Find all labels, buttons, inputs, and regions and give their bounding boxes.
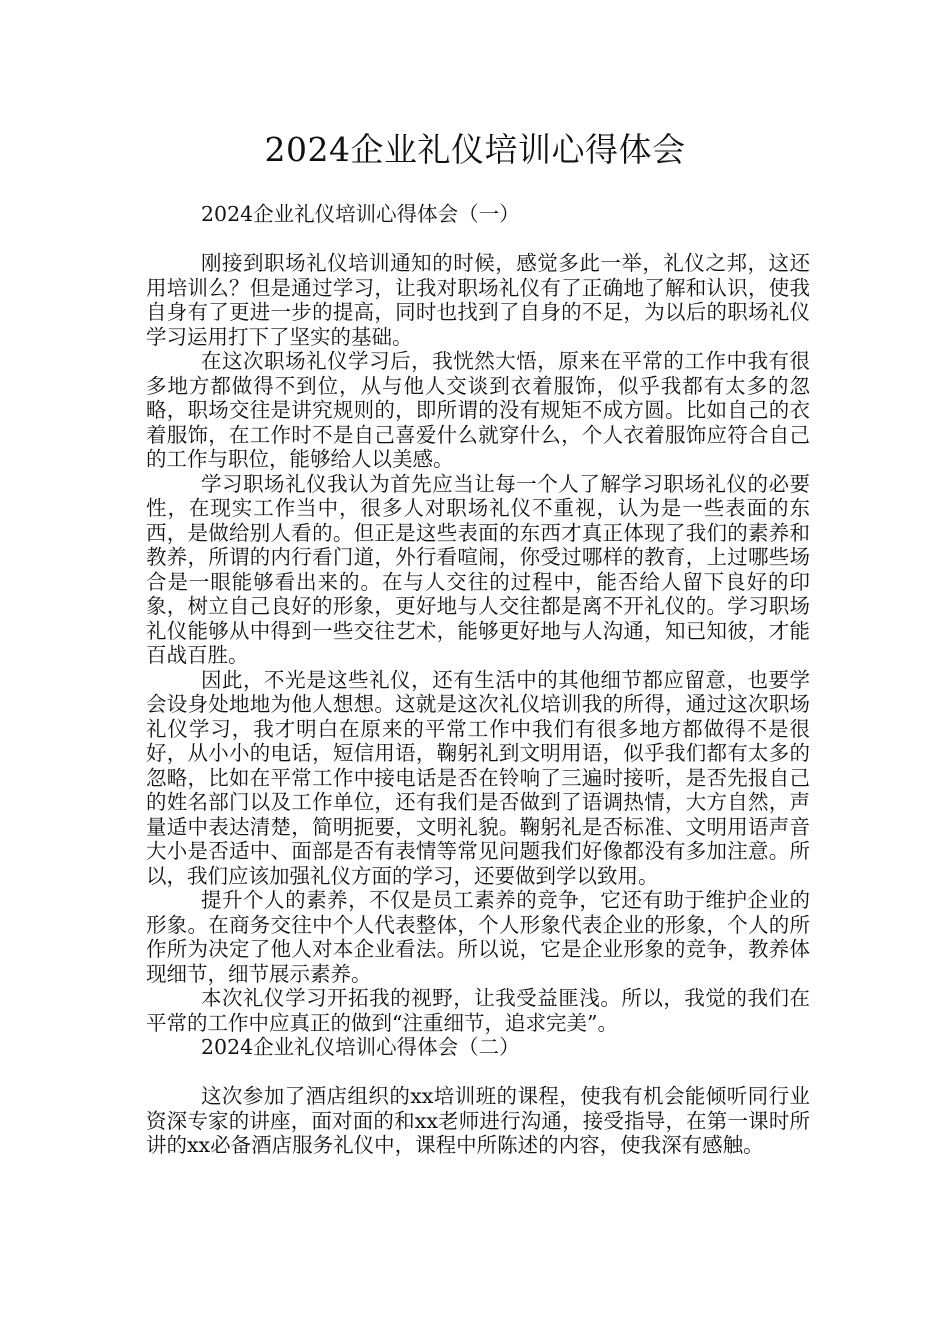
paragraph: 因此，不光是这些礼仪，还有生活中的其他细节都应留意，也要学会设身处地地为他人想想。这就是这次礼仪培训我的所得，通过这次职场礼仪学习，我才明白在原来的平常工作中我们有很多地方都做得不是很好，从小小的电话，短信用语，鞠躬礼到文明用语，似乎我们都有太多的忽略，比如在平常工作中接电话是否在铃响了三遍时接听，是否先报自己的姓名部门以及工作单位，还有我们是否做到了语调热情，大方自然，声量适中表达清楚，简明扼要，文明礼貌。鞠躬礼是否标准、文明用语声音大小是否适中、面部是否有表情等常见问题我们好像都没有多加注意。所以，我们应该加强礼仪方面的学习，还要做到学以致用。: [146, 667, 810, 888]
paragraph: 提升个人的素养，不仅是员工素养的竞争，它还有助于维护企业的形象。在商务交往中个人代表整体，个人形象代表企业的形象，个人的所作所为决定了他人对本企业看法。所以说，它是企业形象的竞争，教养体现细节，细节展示素养。: [146, 888, 810, 986]
paragraph: 本次礼仪学习开拓我的视野，让我受益匪浅。所以，我觉的我们在平常的工作中应真正的做到“注重细节，追求完美”。: [146, 986, 810, 1035]
paragraph: 学习职场礼仪我认为首先应当让每一个人了解学习职场礼仪的必要性，在现实工作当中，很多人对职场礼仪不重视，认为是一些表面的东西，是做给别人看的。但正是这些表面的东西才真正体现了我们的素养和教养，所谓的内行看门道，外行看喧闹，你受过哪样的教育，上过哪些场合是一眼能够看出来的。在与人交往的过程中，能否给人留下良好的印象，树立自己良好的形象，更好地与人交往都是离不开礼仪的。学习职场礼仪能够从中得到一些交往艺术，能够更好地与人沟通，知已知彼，才能百战百胜。: [146, 471, 810, 667]
paragraph: 在这次职场礼仪学习后，我恍然大悟，原来在平常的工作中我有很多地方都做得不到位，从与他人交谈到衣着服饰，似乎我都有太多的忽略，职场交往是讲究规则的，即所谓的没有规矩不成方圆。比如自己的衣着服饰，在工作时不是自己喜爱什么就穿什么，个人衣着服饰应符合自己的工作与职位，能够给人以美感。: [146, 349, 810, 471]
section-heading-2: 2024企业礼仪培训心得体会（二）: [201, 1035, 520, 1059]
document-body: [146, 202, 810, 1158]
document-title: 2024企业礼仪培训心得体会: [264, 130, 686, 169]
paragraph: 这次参加了酒店组织的xx培训班的课程，使我有机会能倾听同行业资深专家的讲座，面对面的和xx老师进行沟通，接受指导，在第一课时所讲的xx必备酒店服务礼仪中，课程中所陈述的内容，使我深有感触。: [146, 1084, 810, 1157]
paragraph: 刚接到职场礼仪培训通知的时候，感觉多此一举，礼仪之邦，这还用培训么？但是通过学习，让我对职场礼仪有了正确地了解和认识，使我自身有了更进一步的提高，同时也找到了自身的不足，为以后的职场礼仪学习运用打下了坚实的基础。: [146, 251, 810, 349]
section-heading-1: 2024企业礼仪培训心得体会（一）: [201, 202, 520, 226]
